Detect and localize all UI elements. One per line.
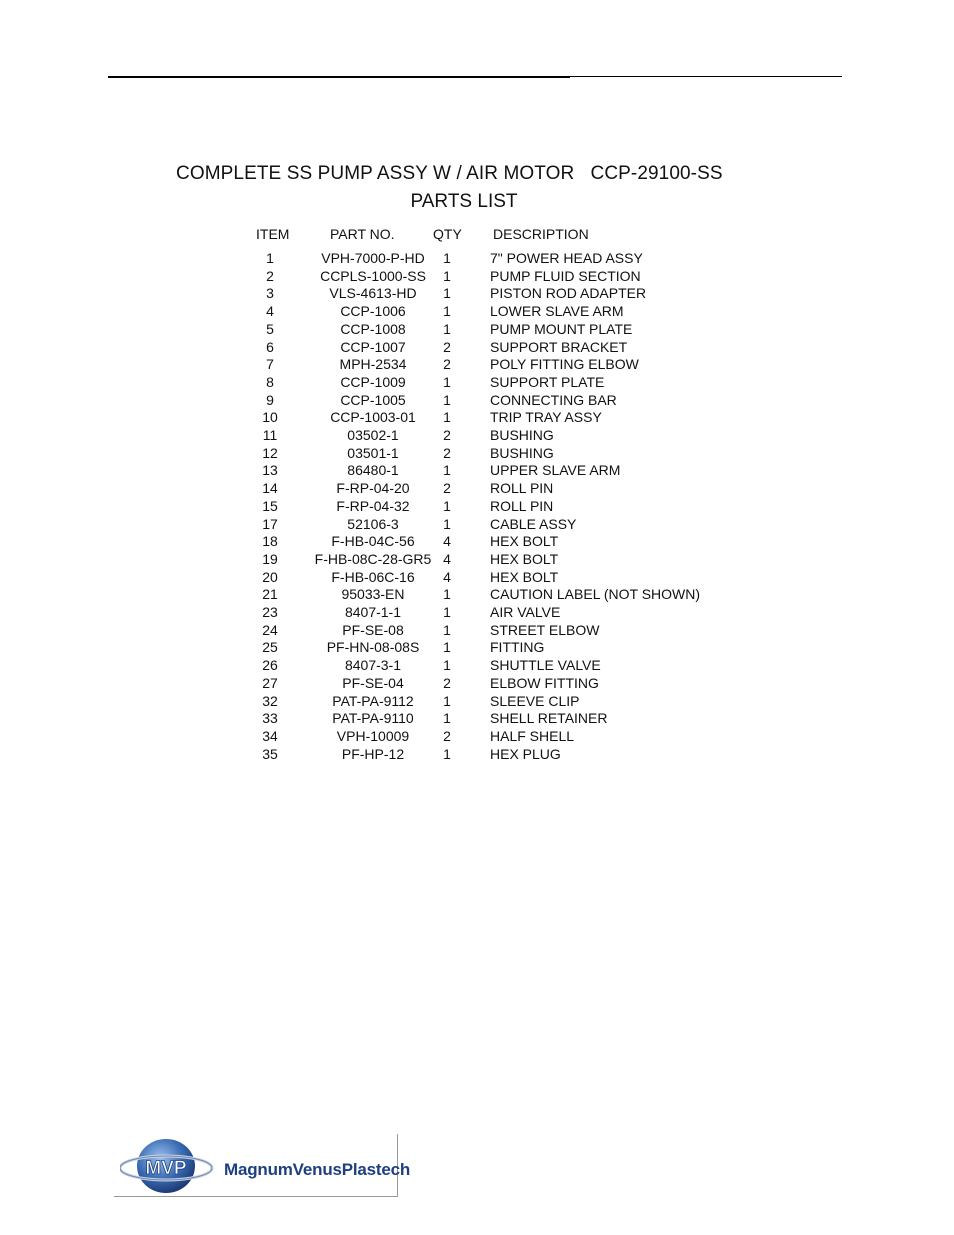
svg-text:MVP: MVP	[145, 1158, 187, 1179]
table-row	[0, 374, 954, 392]
cell-part-no: PF-HN-08-08S	[326, 639, 420, 656]
cell-part-no: CCP-1003-01	[330, 409, 416, 426]
table-row	[0, 657, 954, 675]
cell-description: HALF SHELL	[490, 727, 575, 744]
cell-qty: 1	[443, 515, 451, 532]
cell-part-no: VPH-10009	[336, 727, 410, 744]
cell-item: 10	[262, 409, 278, 426]
cell-qty: 1	[443, 604, 451, 620]
table-row	[0, 445, 954, 463]
cell-item: 26	[262, 657, 278, 674]
cell-item: 11	[262, 427, 278, 443]
cell-qty: 2	[443, 727, 451, 744]
cell-description: SUPPORT PLATE	[490, 373, 605, 390]
cell-description: ELBOW FITTING	[490, 674, 599, 691]
table-row	[0, 339, 954, 357]
cell-item: 24	[262, 621, 278, 638]
cell-item: 13	[262, 462, 278, 479]
cell-description: STREET ELBOW	[490, 621, 600, 638]
cell-item: 32	[262, 692, 278, 709]
cell-item: 14	[262, 480, 278, 497]
cell-description: AIR VALVE	[490, 604, 561, 620]
cell-part-no: F-HB-08C-28-GR5	[314, 550, 432, 567]
table-row	[0, 427, 954, 445]
cell-part-no: VPH-7000-P-HD	[321, 250, 425, 266]
cell-item: 8	[266, 373, 274, 390]
header-item: ITEM	[256, 226, 290, 242]
cell-description: HEX PLUG	[490, 745, 561, 762]
table-row	[0, 268, 954, 286]
cell-qty: 1	[443, 303, 451, 320]
cell-description: TRIP TRAY ASSY	[490, 409, 602, 426]
table-row	[0, 321, 954, 339]
table-row	[0, 409, 954, 427]
cell-description: UPPER SLAVE ARM	[490, 462, 621, 479]
header-description: DESCRIPTION	[493, 226, 589, 242]
cell-qty: 1	[443, 497, 451, 514]
company-logo	[114, 1134, 411, 1197]
cell-qty: 1	[443, 710, 451, 727]
cell-part-no: F-RP-04-32	[336, 497, 410, 514]
table-row	[0, 710, 954, 728]
document-title: COMPLETE SS PUMP ASSY W / AIR MOTOR CCP-29100-SS	[176, 163, 723, 184]
cell-part-no: F-HB-06C-16	[331, 568, 415, 585]
cell-qty: 4	[443, 533, 451, 550]
cell-qty: 1	[443, 285, 451, 302]
cell-qty: 2	[443, 444, 451, 461]
cell-item: 2	[266, 267, 274, 284]
cell-part-no: PF-SE-04	[342, 674, 404, 691]
table-row	[0, 622, 954, 640]
cell-part-no: 95033-EN	[341, 586, 405, 603]
cell-part-no: 8407-1-1	[344, 604, 402, 620]
cell-qty: 2	[443, 674, 451, 691]
cell-description: PUMP MOUNT PLATE	[490, 320, 633, 337]
cell-item: 21	[262, 586, 278, 603]
table-row	[0, 569, 954, 587]
cell-qty: 1	[443, 462, 451, 479]
cell-qty: 1	[443, 692, 451, 709]
cell-item: 6	[266, 338, 274, 355]
cell-item: 15	[262, 497, 278, 514]
cell-description: CABLE ASSY	[490, 515, 577, 532]
table-row	[0, 250, 954, 268]
table-row	[0, 516, 954, 534]
table-row	[0, 356, 954, 374]
table-row	[0, 746, 954, 764]
cell-item: 12	[262, 444, 278, 461]
cell-item: 1	[266, 250, 274, 266]
cell-description: FITTING	[490, 639, 545, 656]
cell-part-no: 8407-3-1	[344, 657, 402, 674]
cell-part-no: F-RP-04-20	[336, 480, 410, 497]
cell-description: BUSHING	[490, 427, 554, 443]
cell-qty: 1	[443, 621, 451, 638]
cell-description: ROLL PIN	[490, 497, 554, 514]
header-part-no: PART NO.	[330, 226, 395, 242]
cell-item: 17	[262, 515, 278, 532]
cell-qty: 2	[443, 480, 451, 497]
table-row	[0, 604, 954, 622]
table-row	[0, 462, 954, 480]
cell-item: 23	[262, 604, 278, 620]
cell-description: BUSHING	[490, 444, 554, 461]
cell-description: SLEEVE CLIP	[490, 692, 580, 709]
table-row	[0, 639, 954, 657]
cell-part-no: CCP-1008	[340, 320, 406, 337]
cell-description: POLY FITTING ELBOW	[490, 356, 639, 373]
cell-description: SHELL RETAINER	[490, 710, 608, 727]
cell-item: 3	[266, 285, 274, 302]
cell-part-no: 03501-1	[347, 444, 399, 461]
cell-qty: 1	[443, 391, 451, 408]
cell-qty: 4	[443, 550, 451, 567]
cell-part-no: MPH-2534	[339, 356, 407, 373]
cell-part-no: CCP-1007	[340, 338, 406, 355]
table-row	[0, 533, 954, 551]
cell-qty: 1	[443, 320, 451, 337]
cell-part-no: F-HB-04C-56	[331, 533, 415, 550]
cell-qty: 1	[443, 745, 451, 762]
cell-part-no: PF-HP-12	[341, 745, 405, 762]
cell-item: 25	[262, 639, 278, 656]
table-row	[0, 392, 954, 410]
cell-item: 34	[262, 727, 278, 744]
cell-part-no: 03502-1	[347, 427, 399, 443]
table-row	[0, 675, 954, 693]
header-qty: QTY	[433, 226, 462, 242]
cell-item: 4	[266, 303, 274, 320]
cell-item: 5	[266, 320, 274, 337]
cell-part-no: VLS-4613-HD	[329, 285, 417, 302]
cell-part-no: CCP-1009	[340, 373, 406, 390]
cell-description: ROLL PIN	[490, 480, 554, 497]
cell-qty: 1	[443, 373, 451, 390]
cell-qty: 2	[443, 356, 451, 373]
cell-qty: 1	[443, 409, 451, 426]
cell-item: 20	[262, 568, 278, 585]
document-subtitle: PARTS LIST	[410, 191, 518, 212]
cell-qty: 4	[443, 568, 451, 585]
logo-wordmark: MagnumVenusPlastech	[224, 1160, 411, 1179]
cell-qty: 1	[443, 250, 451, 266]
table-row	[0, 586, 954, 604]
cell-part-no: PF-SE-08	[342, 621, 404, 638]
cell-item: 19	[262, 550, 278, 567]
cell-qty: 1	[443, 657, 451, 674]
table-row	[0, 303, 954, 321]
cell-description: SUPPORT BRACKET	[490, 338, 628, 355]
cell-item: 18	[262, 533, 278, 550]
cell-description: PUMP FLUID SECTION	[490, 267, 641, 284]
cell-description: CONNECTING BAR	[490, 391, 617, 408]
cell-description: CAUTION LABEL (NOT SHOWN)	[490, 586, 701, 603]
cell-part-no: CCP-1006	[340, 303, 406, 320]
table-row	[0, 480, 954, 498]
cell-part-no: CCPLS-1000-SS	[320, 267, 426, 284]
table-row	[0, 551, 954, 569]
cell-description: HEX BOLT	[490, 533, 559, 550]
table-row	[0, 693, 954, 711]
table-row	[0, 728, 954, 746]
table-row	[0, 285, 954, 303]
cell-description: PISTON ROD ADAPTER	[490, 285, 647, 302]
cell-qty: 1	[443, 586, 451, 603]
cell-part-no: PAT-PA-9112	[332, 692, 414, 709]
cell-item: 27	[262, 674, 278, 691]
cell-item: 9	[266, 391, 274, 408]
table-row	[0, 498, 954, 516]
cell-item: 33	[262, 710, 278, 727]
cell-qty: 1	[443, 639, 451, 656]
cell-qty: 2	[443, 427, 451, 443]
cell-part-no: 52106-3	[347, 515, 399, 532]
cell-description: HEX BOLT	[490, 550, 559, 567]
cell-description: 7" POWER HEAD ASSY	[490, 250, 643, 266]
cell-part-no: 86480-1	[347, 462, 399, 479]
cell-item: 35	[262, 745, 278, 762]
cell-part-no: CCP-1005	[340, 391, 406, 408]
cell-description: LOWER SLAVE ARM	[490, 303, 624, 320]
cell-qty: 1	[443, 267, 451, 284]
cell-description: HEX BOLT	[490, 568, 559, 585]
cell-description: SHUTTLE VALVE	[490, 657, 601, 674]
cell-item: 7	[266, 356, 274, 373]
cell-part-no: PAT-PA-9110	[332, 710, 414, 727]
header-rule-bold	[108, 76, 570, 78]
cell-qty: 2	[443, 338, 451, 355]
mvp-globe-icon	[120, 1138, 224, 1196]
